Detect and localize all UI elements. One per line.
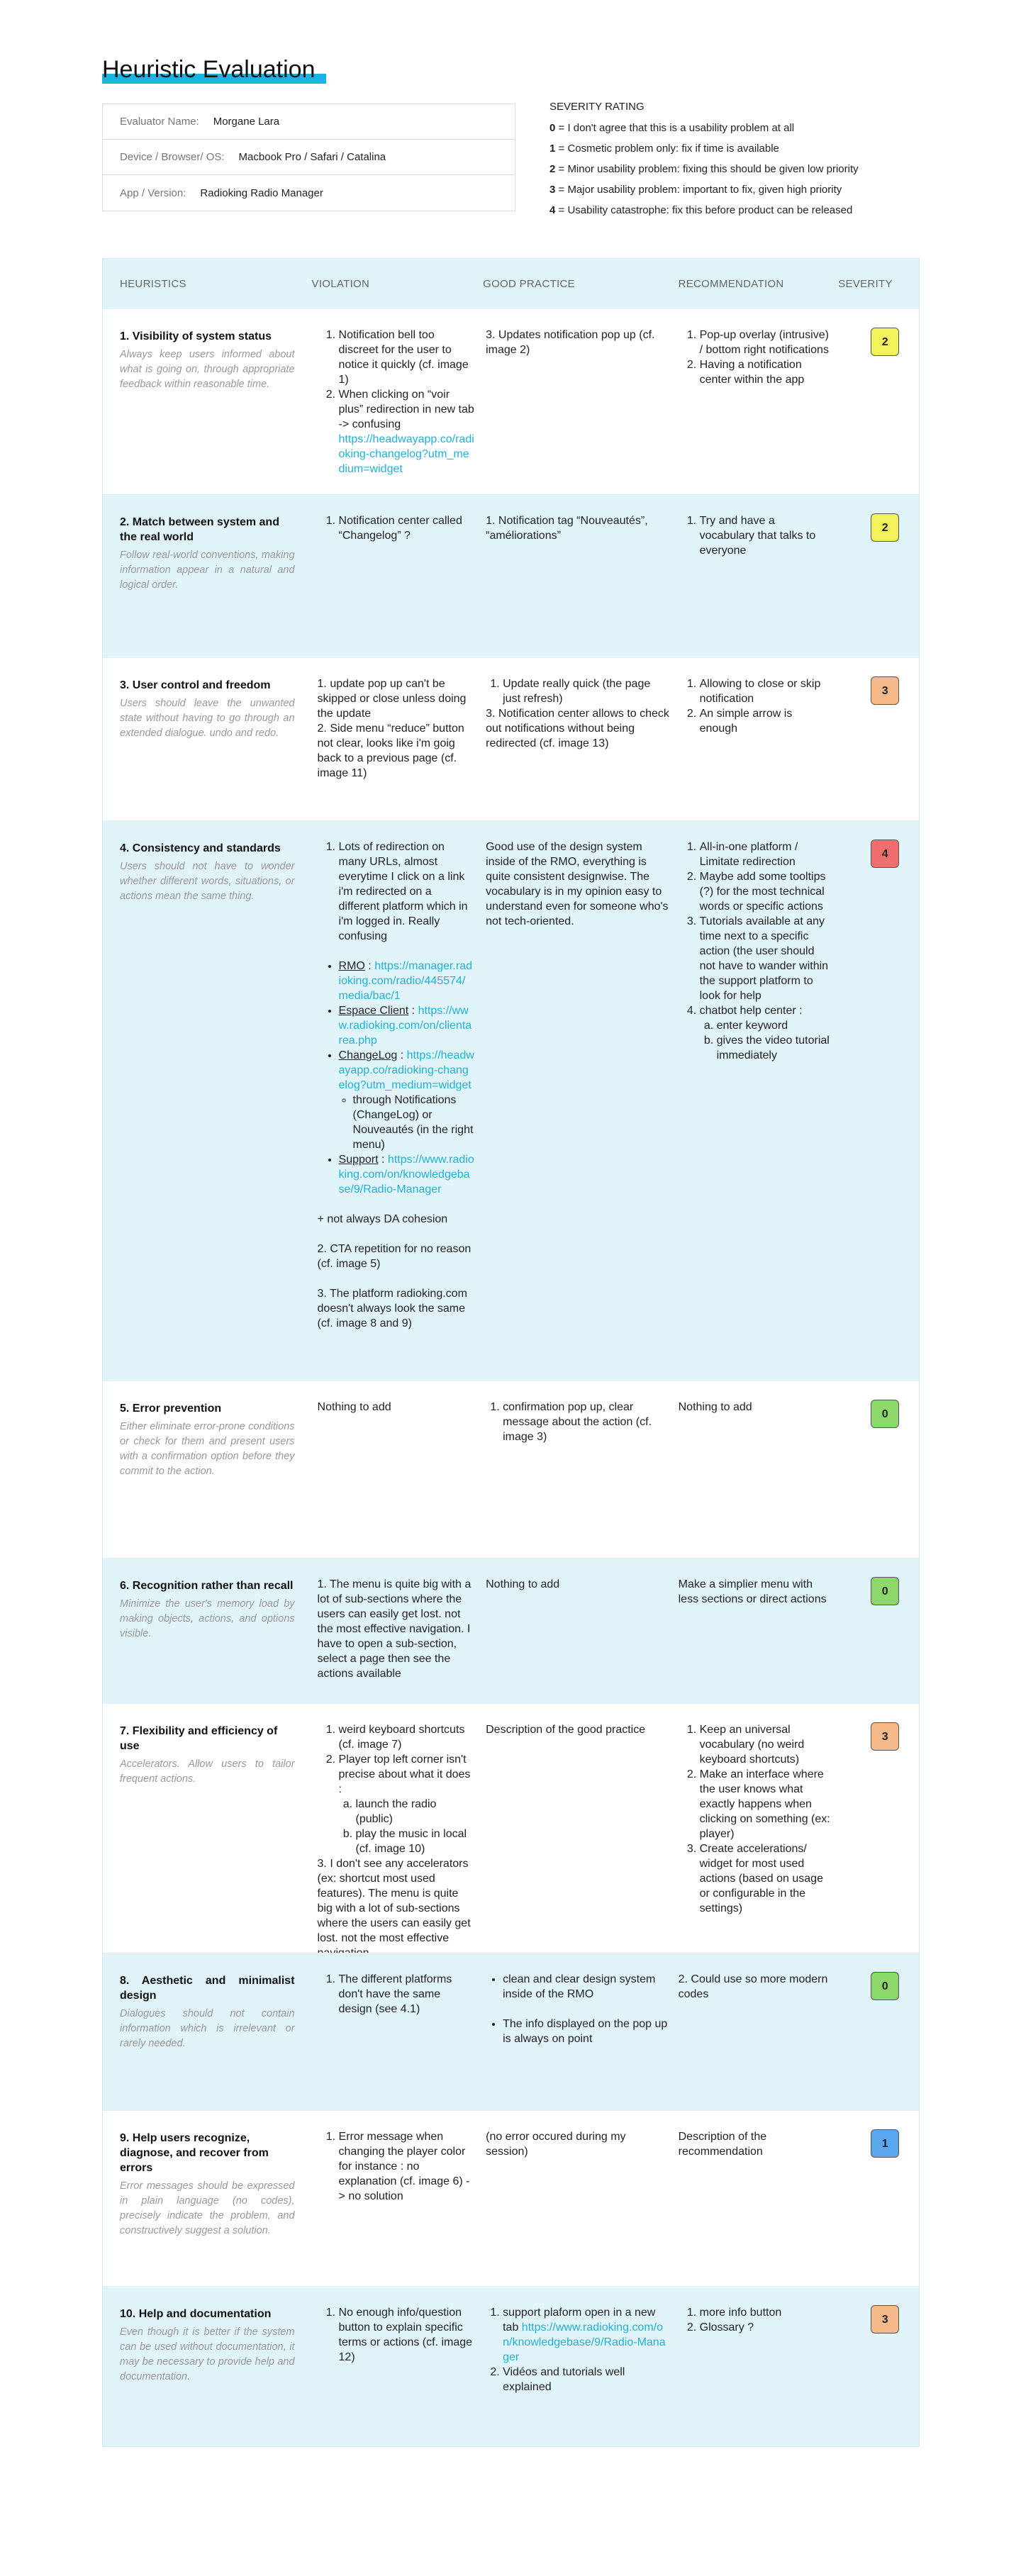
heuristic-title: 6. Recognition rather than recall (120, 1580, 294, 1592)
recommendation-cell (679, 821, 839, 1381)
violation-list (318, 328, 475, 476)
heuristic-description: Error messages should be expressed in plain language (no codes), precisely indicate the problem, and constructively suggest a solution. (120, 2180, 295, 2236)
violation-cell (312, 821, 484, 1381)
heuristic-cell (103, 1381, 312, 1558)
heuristic-title: 10. Help and documentation (120, 2308, 272, 2320)
recommendation-cell (679, 1559, 839, 1703)
heuristic-cell (103, 821, 312, 1381)
recommendation-cell (679, 1953, 839, 2110)
table-row (103, 820, 919, 1381)
app-value: Radioking Radio Manager (200, 186, 323, 199)
heuristic-cell (103, 1953, 312, 2110)
good-practice-list (486, 676, 670, 706)
severity-badge: 3 (871, 2305, 899, 2334)
platform-link-list (318, 959, 475, 1197)
legend-title: SEVERITY RATING (549, 101, 645, 113)
spacer (318, 1227, 475, 1242)
legend-text: = Usability catastrophe: fix this before product can be released (555, 204, 853, 216)
good-practice-cell (483, 1559, 679, 1703)
evaluator-label: Evaluator Name: (120, 116, 199, 128)
legend-item (549, 159, 947, 179)
good-practice-list (486, 2305, 670, 2394)
platform-name: Espace Client (338, 1005, 409, 1017)
list-item: • ChangeLog : https://headwayapp.co/radioking-changelog?utm_medium=widget ◦ through Notifications (ChangeLog) or Nouveautés (in the right menu) (339, 1048, 475, 1152)
list-item: 2. Having a notification center within the app (700, 357, 832, 387)
good-practice-text: 3. Updates notification pop up (cf. image 2) (486, 329, 655, 356)
violation-cell (312, 2287, 484, 2446)
platform-name: ChangeLog (338, 1049, 398, 1061)
list-item (339, 387, 475, 476)
spacer (486, 2002, 670, 2017)
heuristic-cell (103, 2287, 312, 2446)
changelog-link[interactable]: https://headwayapp.co/radioking-changelog?utm_medium=widget (338, 1049, 474, 1091)
table-row (103, 2286, 919, 2446)
table-row (103, 657, 919, 820)
recommendation-list (679, 1722, 832, 1916)
heuristic-description: Always keep users informed about what is going on, through appropriate feedback within reasonable time. (120, 349, 295, 390)
rmo-link[interactable]: https://manager.radioking.com/radio/445574/media/bac/1 (338, 960, 473, 1002)
violation-text: 3. I don't see any accelerators (ex: shortcut most used features). The menu is quite big with a lot of sub-sections where the users can easily get lost. not the most effective (317, 1858, 471, 1944)
violation-cell (312, 1953, 484, 2110)
good-practice-cell (483, 658, 679, 820)
list-item: 2. Glossary ? (700, 2320, 832, 2335)
heuristic-title: 3. User control and freedom (120, 679, 271, 691)
good-practice-list (486, 1400, 670, 1444)
legend-num: 1 (549, 143, 556, 155)
severity-badge: 2 (871, 328, 899, 356)
table-row (103, 2110, 919, 2286)
good-practice-cell (483, 1381, 679, 1558)
heuristic-title: 7. Flexibility and efficiency of use (120, 1725, 278, 1752)
severity-badge: 0 (871, 1400, 899, 1428)
severity-cell (838, 1953, 919, 2110)
heuristic-cell (103, 495, 312, 657)
list-item-text: chatbot help center : (699, 1005, 803, 1017)
recommendation-list (679, 513, 832, 558)
header-severity: SEVERITY (838, 277, 893, 290)
header-violation: VIOLATION (311, 277, 370, 290)
list-item: 3. Create accelerations/ widget for most used actions (based on usage or configurable in the settings) (700, 1841, 832, 1916)
severity-cell (838, 821, 919, 1381)
recommendation-text: Make a simplier menu with less sections or direct actions (678, 1578, 827, 1605)
legend-text: = Major usability problem: important to fix, given high priority (555, 184, 842, 196)
list-item-text: support plaform open in a new tab (503, 2307, 656, 2334)
legend-item (549, 200, 947, 221)
severity-badge: 0 (871, 1577, 899, 1605)
sub-list (339, 1093, 475, 1152)
platform-name: Support (338, 1154, 379, 1166)
severity-cell (838, 2111, 919, 2286)
header-heuristics: HEURISTICS (120, 277, 186, 290)
list-item: 2. Make an interface where the user knows what exactly happens when clicking on something (ex: player) (700, 1767, 832, 1841)
violation-cell (312, 1704, 484, 1953)
heuristic-description: Either eliminate error-prone conditions or check for them and present users with a confirmation option before they commit to the action. (120, 1421, 295, 1477)
heuristic-description: Dialogues should not contain information which is irrelevant or rarely needed. (120, 2008, 295, 2049)
list-item: • Support : https://www.radioking.com/on/knowledgebase/9/Radio-Manager (339, 1152, 475, 1197)
recommendation-cell (679, 1381, 839, 1558)
heuristic-cell (103, 1559, 312, 1703)
evaluator-row (103, 104, 515, 140)
list-item: b. play the music in local (cf. image 10) (356, 1827, 475, 1856)
heuristics-table (102, 258, 920, 2447)
platform-name: RMO (338, 960, 365, 972)
legend-item (549, 118, 947, 138)
violation-text: 1. The menu is quite big with a lot of sub-sections where the users can easily get lost. not the most effective navigation. I have to open a sub-section, select a page then see the actions available (317, 1578, 472, 1680)
heuristic-description: Users should leave the unwanted state without having to go through an extended dialogue. undo and redo. (120, 698, 295, 739)
evaluator-value: Morgane Lara (213, 116, 280, 128)
violation-cell (312, 658, 484, 820)
severity-cell (838, 658, 919, 820)
list-item: 1. Notification bell too discreet for the user to notice it quickly (cf. image 1) (339, 328, 475, 387)
violation-text: 3. The platform radioking.com doesn't always look the same (cf. image 8 and 9) (317, 1288, 467, 1329)
legend-item (549, 138, 947, 159)
recommendation-text: 2. Could use so more modern codes (678, 1973, 828, 2000)
list-item: a. enter keyword (717, 1018, 832, 1033)
knowledgebase-link[interactable]: https://www.radioking.com/on/knowledgebase/9/Radio-Manager (503, 2321, 666, 2363)
list-item: 1. Allowing to close or skip notification (700, 676, 832, 706)
legend-num: 2 (549, 163, 556, 175)
violation-cell (312, 2111, 484, 2286)
recommendation-text: Description of the recommendation (678, 2131, 767, 2158)
good-practice-cell (483, 1953, 679, 2110)
table-row (103, 1381, 919, 1558)
heuristic-title: 2. Match between system and the real world (120, 516, 279, 543)
good-practice-cell (483, 495, 679, 657)
violation-text: 2. Side menu “reduce” button not clear, looks like i'm goig back to a previous page (cf. image 11) (317, 723, 464, 779)
list-item: 3. Tutorials available at any time next to a specific action (the user should not have to wander within the support platform to look for help (700, 914, 832, 1003)
sub-list (339, 1797, 475, 1856)
heuristic-title: 5. Error prevention (120, 1403, 222, 1415)
severity-badge: 1 (871, 2129, 899, 2158)
violation-cell (312, 495, 484, 657)
recommendation-list (679, 840, 832, 1063)
heuristic-cell (103, 658, 312, 820)
heuristic-cell (103, 1704, 312, 1953)
severity-badge: 0 (871, 1972, 899, 2000)
good-practice-text: 3. Notification center allows to check out notifications without being redirected (cf. image 13) (486, 708, 669, 749)
support-link[interactable]: https://www.radioking.com/on/knowledgebase/9/Radio-Manager (338, 1154, 474, 1195)
good-practice-text: 1. Notification tag “Nouveautés”, “améliorations” (486, 515, 648, 542)
list-item-text: Player top left corner isn't precise about what it does : (338, 1753, 471, 1795)
table-header (103, 259, 919, 308)
list-item: 1. Notification center called “Changelog” ? (339, 513, 475, 543)
page-title: Heuristic Evaluation (102, 56, 316, 83)
list-item: 1. Pop-up overlay (intrusive) / bottom right notifications (700, 328, 832, 357)
changelog-link[interactable]: https://headwayapp.co/radioking-changelog?utm_medium=widget (338, 433, 474, 475)
violation-text: + not always DA cohesion (317, 1213, 448, 1225)
list-item: • RMO : https://manager.radioking.com/radio/445574/media/bac/1 (339, 959, 475, 1003)
heuristic-title: 8. Aesthetic and minimalist design (120, 1975, 295, 2002)
list-item: 1. Error message when changing the player color for instance : no explanation (cf. image 6) -> no solution (339, 2129, 475, 2204)
violation-list (318, 1972, 475, 2017)
legend-text: = I don't agree that this is a usability problem at all (555, 122, 795, 134)
good-practice-list (486, 1972, 670, 2002)
list-item: 1. All-in-one platform / Limitate redirection (700, 840, 832, 869)
list-item: b. gives the video tutorial immediately (717, 1033, 832, 1063)
recommendation-cell (679, 2287, 839, 2446)
violation-list (318, 513, 475, 543)
list-item: • The info displayed on the pop up is always on point (503, 2017, 670, 2046)
severity-badge: 2 (871, 513, 899, 542)
good-practice-text: Description of the good practice (486, 1724, 646, 1736)
list-item: • Espace Client : https://www.radioking.com/on/clientarea.php (339, 1003, 475, 1048)
client-area-link[interactable]: https://www.radioking.com/on/clientarea.php (338, 1005, 472, 1047)
list-item (700, 1003, 832, 1063)
good-practice-text: Good use of the design system inside of the RMO, everything is quite consistent designwise. The vocabulary is in my opinion easy to understand even for someone who's not tech-oriented. (486, 841, 669, 927)
severity-cell (838, 1704, 919, 1953)
app-row (103, 175, 515, 211)
list-item: 1. confirmation pop up, clear message about the action (cf. image 3) (503, 1400, 670, 1444)
good-practice-text: Nothing to add (486, 1578, 560, 1590)
list-item (339, 1752, 475, 1856)
list-item: 1. weird keyboard shortcuts (cf. image 7) (339, 1722, 475, 1752)
recommendation-cell (679, 658, 839, 820)
list-item: 1. Lots of redirection on many URLs, almost everytime I click on a link i'm redirected on a different platform which in i'm logged in. Really confusing (339, 840, 475, 944)
violation-list (318, 2129, 475, 2204)
spacer (318, 1197, 475, 1212)
violation-cell (312, 309, 484, 494)
good-practice-cell (483, 2287, 679, 2446)
device-row (103, 140, 515, 175)
device-label: Device / Browser/ OS: (120, 151, 225, 163)
violation-list (318, 840, 475, 944)
legend-text: = Cosmetic problem only: fix if time is available (555, 143, 779, 155)
table-row (103, 494, 919, 657)
recommendation-text: Nothing to add (678, 1401, 752, 1413)
list-item: 2. An simple arrow is enough (700, 706, 832, 736)
violation-text: Nothing to add (317, 1401, 391, 1413)
list-item: ◦ through Notifications (ChangeLog) or Nouveautés (in the right menu) (353, 1093, 475, 1152)
severity-legend (549, 96, 947, 221)
severity-cell (838, 309, 919, 494)
severity-cell (838, 1381, 919, 1558)
heuristic-description: Users should not have to wonder whether different words, situations, or actions mean the same thing. (120, 861, 295, 902)
spacer (318, 1271, 475, 1286)
list-item: 1. Update really quick (the page just refresh) (503, 676, 670, 706)
legend-text: = Minor usability problem: fixing this should be given low priority (555, 163, 859, 175)
list-item: 1. The different platforms don't have the same design (see 4.1) (339, 1972, 475, 2017)
evaluation-info-box (102, 104, 515, 211)
heuristic-description: Follow real-world conventions, making information appear in a natural and logical order. (120, 550, 295, 591)
page-title-wrap (102, 55, 315, 84)
header-recommendation: RECOMMENDATION (678, 277, 784, 290)
list-item (503, 2305, 670, 2365)
heuristic-description: Minimize the user's memory load by making objects, actions, and options visible. (120, 1598, 295, 1639)
heuristic-cell (103, 309, 312, 494)
good-practice-cell (483, 821, 679, 1381)
legend-num: 0 (549, 122, 556, 134)
list-item: 2. Maybe add some tooltips (?) for the most technical words or specific actions (700, 869, 832, 914)
recommendation-list (679, 2305, 832, 2335)
recommendation-list (679, 676, 832, 736)
good-practice-cell (483, 309, 679, 494)
list-item: 1. Keep an universal vocabulary (no weird keyboard shortcuts) (700, 1722, 832, 1767)
violation-text: 1. update pop up can't be skipped or close unless doing the update (317, 678, 467, 720)
heuristic-title: 1. Visibility of system status (120, 330, 272, 342)
header-good-practice: GOOD PRACTICE (483, 277, 575, 290)
app-label: App / Version: (120, 186, 186, 199)
list-item: a. launch the radio (public) (356, 1797, 475, 1827)
recommendation-cell (679, 309, 839, 494)
recommendation-list (679, 328, 832, 387)
heuristic-title: 9. Help users recognize, diagnose, and recover from errors (120, 2132, 269, 2174)
violation-list (318, 1722, 475, 1856)
table-row (103, 1558, 919, 1703)
list-item-text: When clicking on “voir plus” redirection in new tab -> confusing (338, 389, 474, 430)
legend-item (549, 179, 947, 200)
heuristic-description: Accelerators. Allow users to tailor frequent actions. (120, 1758, 295, 1785)
sub-list (700, 1018, 832, 1063)
legend-num: 4 (549, 204, 556, 216)
severity-cell (838, 495, 919, 657)
spacer (318, 944, 475, 959)
violation-cell (312, 1381, 484, 1558)
severity-badge: 4 (871, 840, 899, 868)
list-item: • clean and clear design system inside of the RMO (503, 1972, 670, 2002)
severity-cell (838, 1559, 919, 1703)
table-row (103, 1703, 919, 1953)
violation-list (318, 2305, 475, 2365)
list-item: 2. Vidéos and tutorials well explained (503, 2365, 670, 2394)
recommendation-cell (679, 1704, 839, 1953)
device-value: Macbook Pro / Safari / Catalina (238, 151, 386, 163)
good-practice-cell (483, 1704, 679, 1953)
good-practice-text: (no error occured during my session) (486, 2131, 626, 2158)
heuristic-title: 4. Consistency and standards (120, 842, 281, 854)
list-item: 1. Try and have a vocabulary that talks to everyone (700, 513, 832, 558)
good-practice-list (486, 2017, 670, 2046)
list-item: 1. No enough info/question button to explain specific terms or actions (cf. image 12) (339, 2305, 475, 2365)
list-item: 1. more info button (700, 2305, 832, 2320)
legend-num: 3 (549, 184, 556, 196)
heuristic-description: Even though it is better if the system can be used without documentation, it may be necessary to provide help and documentation. (120, 2326, 295, 2382)
table-row (103, 1953, 919, 2110)
severity-badge: 3 (871, 1722, 899, 1751)
severity-cell (838, 2287, 919, 2446)
recommendation-cell (679, 495, 839, 657)
heuristic-cell (103, 2111, 312, 2286)
good-practice-cell (483, 2111, 679, 2286)
recommendation-cell (679, 2111, 839, 2286)
violation-cell (312, 1559, 484, 1703)
table-row (103, 308, 919, 494)
violation-text: 2. CTA repetition for no reason (cf. image 5) (317, 1243, 472, 1270)
severity-badge: 3 (871, 676, 899, 705)
